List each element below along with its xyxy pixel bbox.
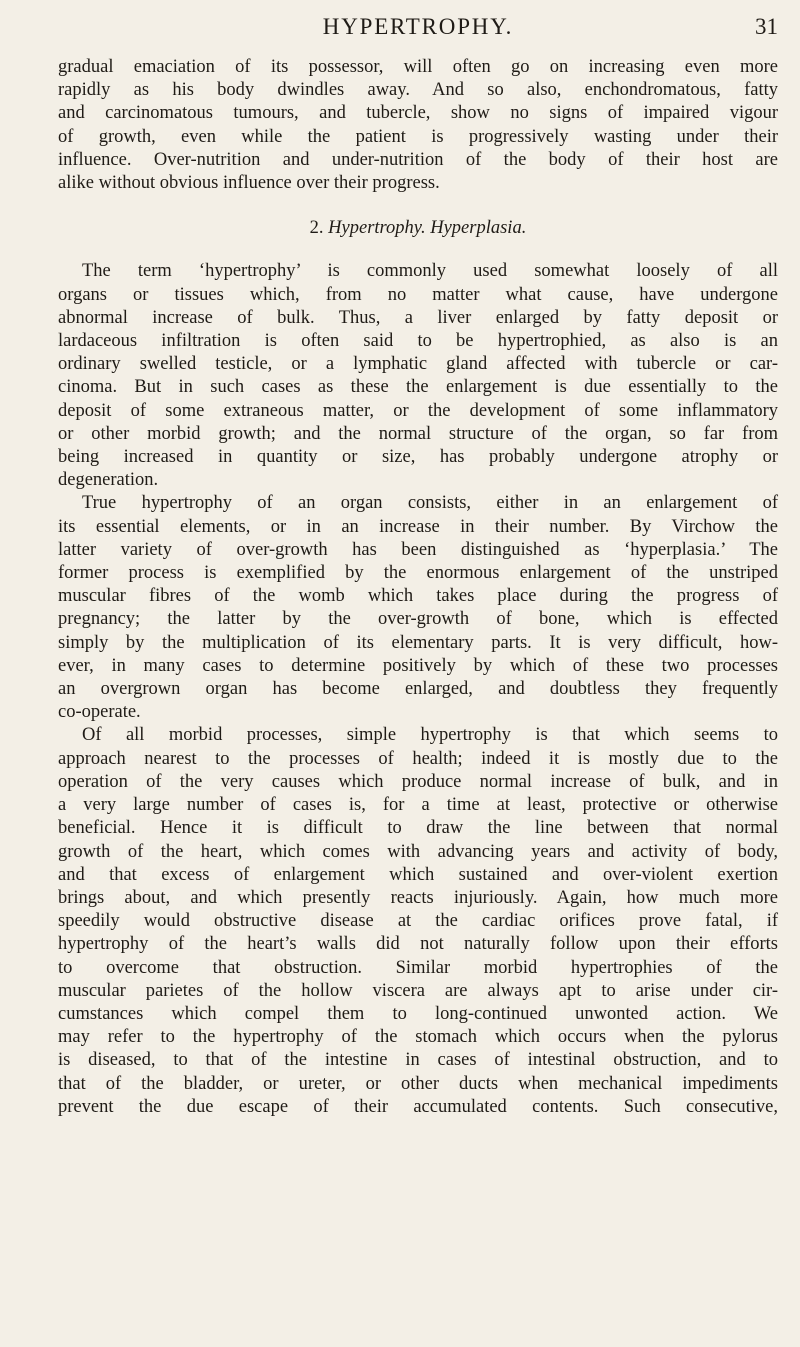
text-line: its essential elements, or in an increase in their number. By Virchow the — [58, 516, 778, 537]
text-line: lardaceous infiltration is often said to be hypertrophied, as also is an — [58, 331, 778, 352]
text-line: Of all morbid processes, simple hypertrophy is that which seems to — [82, 725, 778, 746]
text-line: muscular parietes of the hollow viscera are always apt to arise under cir- — [58, 980, 778, 1001]
section-number: 2. — [309, 218, 324, 239]
section-title: Hypertrophy. Hyperplasia. — [328, 218, 527, 239]
text-line: may refer to the hypertrophy of the stomach which occurs when the pylorus — [58, 1027, 778, 1048]
text-line: that of the bladder, or ureter, or other ducts when mechanical impediments — [58, 1073, 778, 1094]
text-line: speedily would obstructive disease at the cardiac orifices prove fatal, if — [58, 911, 778, 932]
text-line: organs or tissues which, from no matter what cause, have undergone — [58, 284, 778, 305]
section-heading — [58, 217, 778, 240]
text-line: or other morbid growth; and the normal structure of the organ, so far from — [58, 423, 778, 444]
text-line: deposit of some extraneous matter, or the development of some inflammatory — [58, 400, 778, 421]
text-line: a very large number of cases is, for a time at least, protective or otherwise — [58, 795, 778, 816]
page-number: 31 — [755, 14, 778, 39]
text-line: gradual emaciation of its possessor, will often go on increasing even more — [58, 57, 778, 77]
text-line: brings about, and which presently reacts injuriously. Again, how much more — [58, 887, 778, 908]
text-line: beneficial. Hence it is difficult to draw the line between that normal — [58, 818, 778, 839]
paragraph-2 — [58, 260, 778, 492]
text-line: pregnancy; the latter by the over-growth of bone, which is effected — [58, 609, 778, 630]
text-line: muscular fibres of the womb which takes place during the progress of — [58, 586, 778, 607]
text-line: True hypertrophy of an organ consists, either in an enlargement of — [82, 493, 778, 514]
text-line: operation of the very causes which produce normal increase of bulk, and in — [58, 771, 778, 792]
text-line: approach nearest to the processes of health; indeed it is mostly due to the — [58, 748, 778, 769]
text-line: latter variety of over-growth has been distinguished as ‘hyperplasia.’ The — [58, 539, 778, 560]
text-line: cumstances which compel them to long-continued unwonted action. We — [58, 1003, 778, 1024]
text-line: influence. Over-nutrition and under-nutrition of the body of their host are — [58, 149, 778, 170]
text-line: an overgrown organ has become enlarged, and doubtless they frequently — [58, 679, 778, 700]
text-line: former process is exemplified by the enormous enlargement of the unstriped — [58, 563, 778, 584]
text-line: of growth, even while the patient is progressively wasting under their — [58, 126, 778, 147]
text-line: rapidly as his body dwindles away. And so also, enchondromatous, fatty — [58, 80, 778, 101]
running-head — [58, 14, 778, 44]
paragraph-4 — [58, 724, 778, 1118]
text-line: co-operate. — [58, 702, 141, 723]
text-line: ever, in many cases to determine positively by which of these two processes — [58, 655, 778, 676]
text-line: to overcome that obstruction. Similar morbid hypertrophies of the — [58, 957, 778, 978]
text-line: being increased in quantity or size, has probably undergone atrophy or — [58, 447, 778, 468]
text-line: is diseased, to that of the intestine in cases of intestinal obstruction, and to — [58, 1050, 778, 1071]
page-body — [58, 56, 778, 1119]
paragraph-1 — [58, 56, 778, 195]
paragraph-3 — [58, 492, 778, 724]
text-line: hypertrophy of the heart’s walls did not naturally follow upon their efforts — [58, 934, 778, 955]
text-line: The term ‘hypertrophy’ is commonly used somewhat loosely of all — [82, 261, 778, 282]
text-line: cinoma. But in such cases as these the enlargement is due essentially to the — [58, 377, 778, 398]
text-line: and carcinomatous tumours, and tubercle, show no signs of impaired vigour — [58, 103, 778, 124]
text-line: and that excess of enlargement which sustained and over-violent exertion — [58, 864, 778, 885]
text-line: alike without obvious influence over their progress. — [58, 173, 440, 194]
running-title: HYPERTROPHY. — [322, 14, 514, 39]
text-line: prevent the due escape of their accumulated contents. Such consecutive, — [58, 1096, 778, 1117]
text-line: degeneration. — [58, 470, 159, 491]
text-line: ordinary swelled testicle, or a lymphatic gland affected with tubercle or car- — [58, 354, 778, 375]
text-line: growth of the heart, which comes with advancing years and activity of body, — [58, 841, 778, 862]
text-line: abnormal increase of bulk. Thus, a liver enlarged by fatty deposit or — [58, 307, 778, 328]
text-line: simply by the multiplication of its elementary parts. It is very difficult, how- — [58, 632, 778, 653]
